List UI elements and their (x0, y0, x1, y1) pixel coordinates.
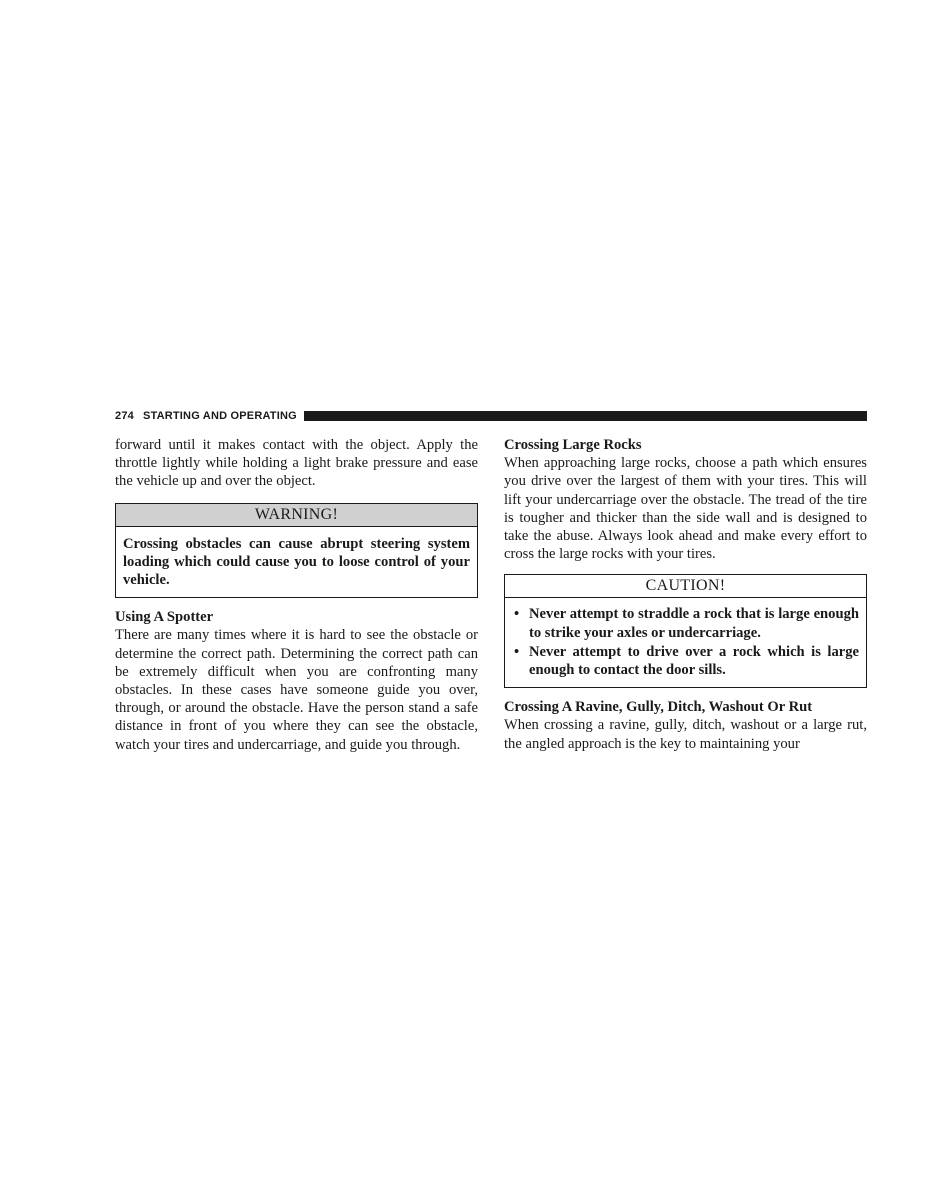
rocks-paragraph: When approaching large rocks, choose a path which ensures you drive over the largest of them with your tires. This will lift your undercarriage over the obstacle. The tread of the tire is tougher and thicker than the side wall and is designed to take the abuse. Always look ahead and make every effort to cross the large rocks with your tires. (504, 455, 867, 563)
caution-item-text: Never attempt to straddle a rock that is large enough to strike your axles or undercarriage. (529, 606, 859, 641)
warning-box (115, 503, 478, 599)
bullet-icon: • (514, 606, 520, 623)
caution-item (512, 643, 859, 679)
warning-title: WARNING! (116, 504, 477, 527)
left-column (115, 436, 478, 754)
ravine-heading: Crossing A Ravine, Gully, Ditch, Washout Or Rut (504, 699, 813, 716)
caution-item (512, 605, 859, 641)
section-title: STARTING AND OPERATING (142, 410, 297, 422)
bullet-icon: • (514, 643, 520, 660)
warning-body: Crossing obstacles can cause abrupt steering system loading which could cause you to loose control of your vehicle. (123, 535, 470, 589)
rocks-heading: Crossing Large Rocks (504, 437, 642, 453)
header-rule (304, 411, 867, 421)
spotter-heading: Using A Spotter (115, 609, 214, 626)
caution-list (512, 605, 859, 679)
page-number: 274 (115, 410, 134, 422)
caution-title: CAUTION! (505, 575, 866, 598)
caution-item-text: Never attempt to drive over a rock which is large enough to contact the door sills. (529, 643, 859, 679)
intro-paragraph: forward until it makes contact with the object. Apply the throttle lightly while holding a light brake pressure and ease the vehicle up and over the object. (115, 437, 478, 490)
page-header (115, 409, 867, 423)
caution-box (504, 574, 867, 688)
spotter-paragraph: There are many times where it is hard to see the obstacle or determine the correct path. Determining the correct path can be extremely difficult when you are confronting many obstacles. In these cases have someone guide you over, through, or around the obstacle. Have the person stand a safe distance in front of you where they can see the obstacle, watch your tires and undercarriage, and guide you through. (115, 627, 478, 753)
ravine-paragraph: When crossing a ravine, gully, ditch, washout or a large rut, the angled approach is the key to maintaining your (504, 717, 867, 752)
right-column (504, 436, 867, 753)
caution-body (505, 598, 866, 687)
